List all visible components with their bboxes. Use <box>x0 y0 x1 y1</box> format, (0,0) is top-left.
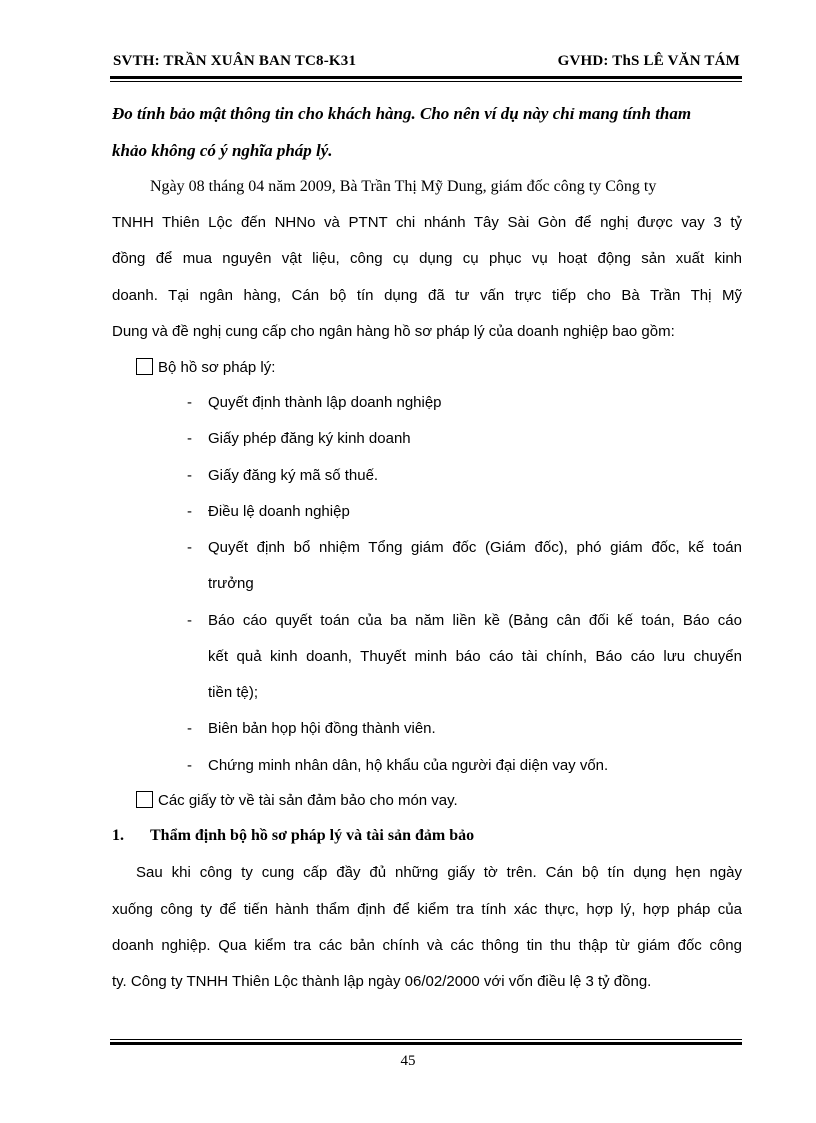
header-advisor: GVHD: ThS LÊ VĂN TÁM <box>557 53 740 69</box>
page-number: 45 <box>400 1053 416 1069</box>
intro-line-3: đồng để mua nguyên vật liệu, công cụ dụng cụ phục vụ hoạt động sản xuất kinh <box>112 250 742 267</box>
body-line-1: Sau khi công ty cung cấp đầy đủ những giấy tờ trên. Cán bộ tín dụng hẹn ngày <box>136 864 742 881</box>
body-line-4: ty. Công ty TNHH Thiên Lộc thành lập ngày 06/02/2000 với vốn điều lệ 3 tỷ đồng. <box>112 973 652 990</box>
header-rule-thin <box>110 81 742 82</box>
footer-rule-thick <box>110 1042 742 1045</box>
collateral-heading-text: Các giấy tờ về tài sản đảm bảo cho món vay. <box>158 792 458 809</box>
dash-marker: - <box>187 720 192 737</box>
dash-marker: - <box>187 757 192 774</box>
intro-line-5: Dung và đề nghị cung cấp cho ngân hàng hồ sơ pháp lý của doanh nghiệp bao gồm: <box>112 323 675 340</box>
legal-item-text: Điều lệ doanh nghiệp <box>208 503 350 520</box>
dash-marker: - <box>187 503 192 520</box>
legal-item-text: Quyết định bổ nhiệm Tổng giám đốc (Giám đốc), phó giám đốc, kế toán <box>208 539 742 556</box>
dash-marker: - <box>187 394 192 411</box>
legal-item-text: Giấy phép đăng ký kinh doanh <box>208 430 411 447</box>
footer-rule-thin <box>110 1039 742 1040</box>
section-number: 1. <box>112 827 124 844</box>
legal-item-text-cont: kết quả kinh doanh, Thuyết minh báo cáo tài chính, Báo cáo lưu chuyển <box>208 648 742 665</box>
header-student: SVTH: TRẦN XUÂN BAN TC8-K31 <box>113 53 357 69</box>
dash-marker: - <box>187 539 192 556</box>
legal-item-text: Biên bản họp hội đồng thành viên. <box>208 720 436 737</box>
note-line-2: khảo không có ý nghĩa pháp lý. <box>112 141 333 160</box>
checkbox-icon <box>136 358 153 375</box>
intro-line-2: TNHH Thiên Lộc đến NHNo và PTNT chi nhánh Tây Sài Gòn để nghị được vay 3 tỷ <box>112 214 742 231</box>
legal-item-text: Giấy đăng ký mã số thuế. <box>208 467 379 484</box>
checkbox-icon <box>136 791 153 808</box>
section-title: Thẩm định bộ hồ sơ pháp lý và tài sản đảm bảo <box>150 827 475 844</box>
legal-item-text: Chứng minh nhân dân, hộ khẩu của người đại diện vay vốn. <box>208 757 609 774</box>
intro-line-1: Ngày 08 tháng 04 năm 2009, Bà Trần Thị Mỹ Dung, giám đốc công ty Công ty <box>150 178 657 195</box>
body-line-3: doanh nghiệp. Qua kiểm tra các bản chính và các thông tin thu thập từ giám đốc công <box>112 937 742 954</box>
header-rule-thick <box>110 76 742 79</box>
intro-line-4: doanh. Tại ngân hàng, Cán bộ tín dụng đã tư vấn trực tiếp cho Bà Trần Thị Mỹ <box>112 287 742 304</box>
dash-marker: - <box>187 612 192 629</box>
note-line-1: Đo tính bảo mật thông tin cho khách hàng. Cho nên ví dụ này chỉ mang tính tham <box>112 104 692 123</box>
legal-item-text-cont: trưởng <box>208 575 254 592</box>
legal-heading <box>136 358 275 376</box>
dash-marker: - <box>187 430 192 447</box>
dash-marker: - <box>187 467 192 484</box>
legal-item-text: Quyết định thành lập doanh nghiệp <box>208 394 442 411</box>
body-line-2: xuống công ty để tiến hành thẩm định để kiểm tra tính xác thực, hợp lý, hợp pháp của <box>112 901 742 918</box>
legal-heading-text: Bộ hồ sơ pháp lý: <box>158 359 276 376</box>
legal-item-text-cont: tiền tệ); <box>208 684 259 701</box>
legal-item-text: Báo cáo quyết toán của ba năm liền kề (Bảng cân đối kế toán, Báo cáo <box>208 612 742 629</box>
collateral-heading <box>136 791 458 809</box>
